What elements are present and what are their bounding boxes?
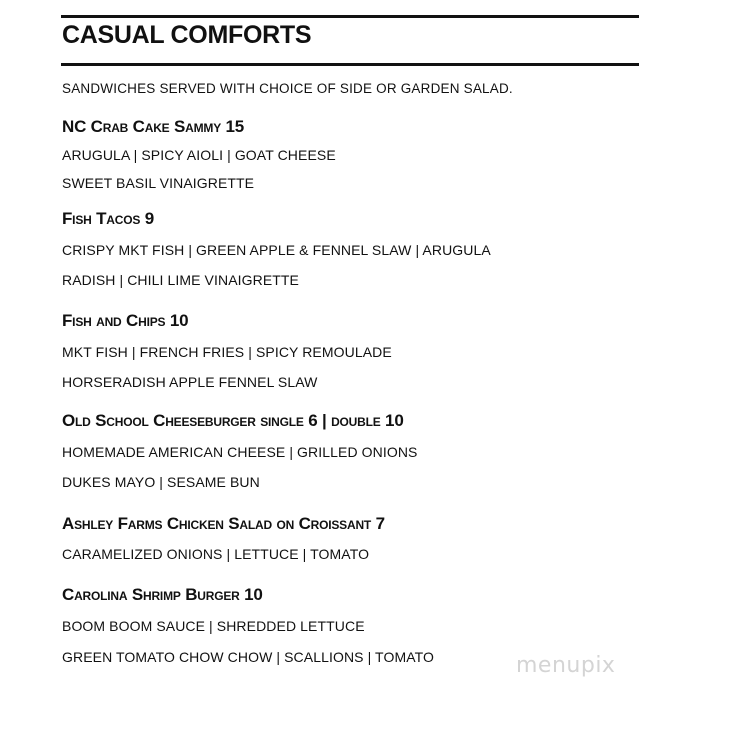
bottom-rule (61, 63, 639, 66)
item-description-line: DUKES MAYO | SESAME BUN (62, 474, 260, 490)
item-description-line: HORSERADISH APPLE FENNEL SLAW (62, 374, 318, 390)
item-name: Carolina Shrimp Burger 10 (62, 585, 263, 604)
item-name: Old School Cheeseburger single 6 | double 10 (62, 411, 404, 430)
item-description-line: GREEN TOMATO CHOW CHOW | SCALLIONS | TOMATO (62, 649, 434, 665)
section-title: CASUAL COMFORTS (62, 21, 312, 49)
item-description-line: RADISH | CHILI LIME VINAIGRETTE (62, 272, 299, 288)
item-name: Ashley Farms Chicken Salad on Croissant 7 (62, 514, 385, 533)
item-description-line: BOOM BOOM SAUCE | SHREDDED LETTUCE (62, 618, 365, 634)
section-note: SANDWICHES SERVED WITH CHOICE OF SIDE OR GARDEN SALAD. (62, 81, 513, 96)
item-description-line: SWEET BASIL VINAIGRETTE (62, 175, 255, 191)
item-description-line: CARAMELIZED ONIONS | LETTUCE | TOMATO (62, 546, 370, 562)
menupix-watermark: menupix (516, 653, 616, 678)
item-description-line: ARUGULA | SPICY AIOLI | GOAT CHEESE (62, 147, 336, 163)
item-description-line: CRISPY MKT FISH | GREEN APPLE & FENNEL SLAW | ARUGULA (62, 242, 491, 258)
item-name: Fish and Chips 10 (62, 311, 189, 330)
item-description-line: MKT FISH | FRENCH FRIES | SPICY REMOULADE (62, 344, 392, 360)
top-rule (61, 15, 639, 18)
item-description-line: HOMEMADE AMERICAN CHEESE | GRILLED ONIONS (62, 444, 418, 460)
item-name: Fish Tacos 9 (62, 209, 154, 228)
item-name: NC Crab Cake Sammy 15 (62, 117, 245, 136)
